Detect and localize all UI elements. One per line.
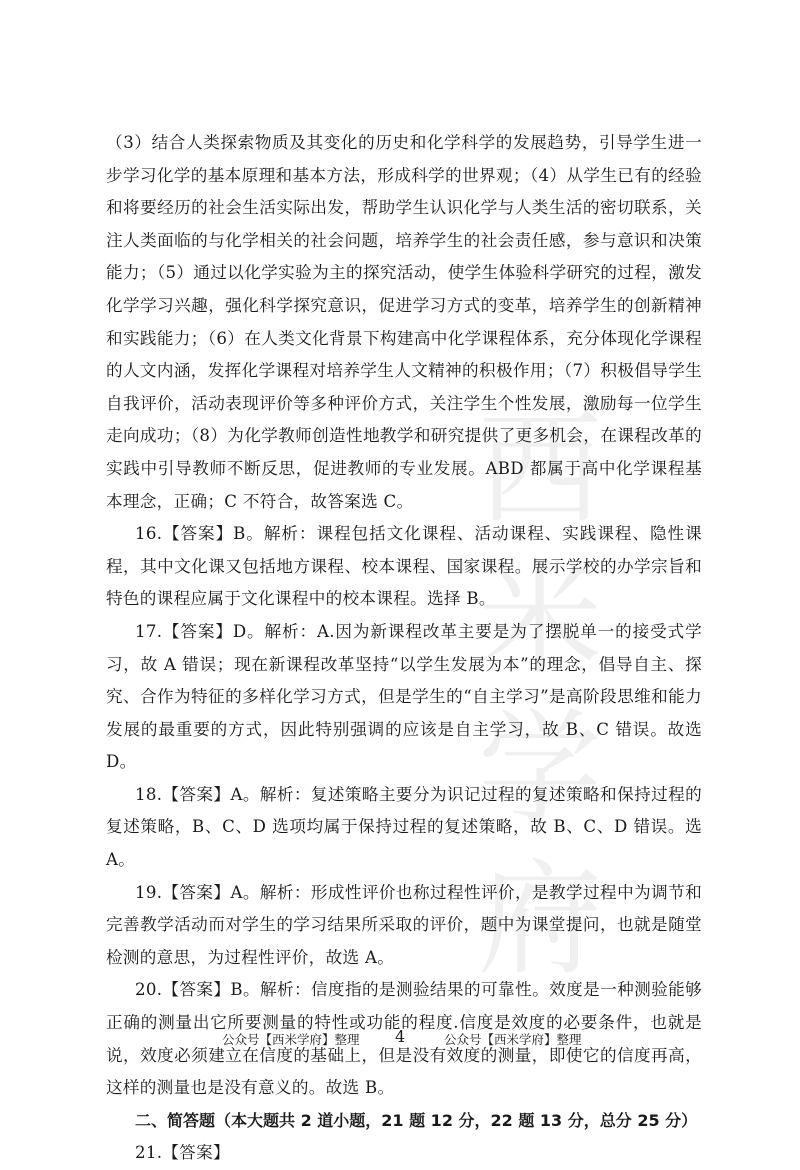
answer-21-label: 21.【答案】 [135, 1143, 230, 1163]
answer-17: 17.【答案】D。解析：A.因为新课程改革主要是为了摆脱单一的接受式学习，故 A 错误；现在新课程改革坚持“以学生发展为本”的理念，倡导自主、探究、合作为特征的多样化学习方式，但是学生的“自主学习”是高阶段思维和能力发展的最重要的方式，因此特别强调的应该是自主学习，故 B、C 错误。故选 D。 [106, 621, 702, 772]
page-number: 4 [395, 1027, 406, 1046]
watermark-char: 学 [477, 698, 602, 842]
section-heading-short-answer: 二、简答题（本大题共 2 道小题，21 题 12 分，22 题 13 分，总分 25 分） [135, 1110, 698, 1130]
footer-right-credit: 公众号【西米学府】整理 [444, 1032, 582, 1047]
footer-left-credit: 公众号【西米学府】整理 [222, 1032, 360, 1047]
answer-18: 18.【答案】A。解析：复述策略主要分为识记过程的复述策略和保持过程的复述策略，B、C、D 选项均属于保持过程的复述策略，故 B、C、D 错误。选 A。 [106, 784, 702, 870]
watermark-char: 府 [477, 848, 602, 992]
answer-20: 20.【答案】B。解析：信度指的是测验结果的可靠性。效度是一种测验能够正确的测量出它所要测量的特性或功能的程度.信度是效度的必要条件，也就是说，效度必须建立在信度的基础上，但是没有效度的测量，即使它的信度再高，这样的测量也是没有意义的。故选 B。 [106, 980, 702, 1098]
page-content [106, 127, 702, 1170]
watermark-char: 米 [477, 548, 602, 692]
watermark-char: 西 [477, 398, 602, 542]
answer-16: 16.【答案】B。解析：课程包括文化课程、活动课程、实践课程、隐性课程，其中文化课又包括地方课程、校本课程、国家课程。展示学校的办学宗旨和特色的课程应属于文化课程中的校本课程。选择 B。 [106, 524, 702, 609]
paragraph-curriculum-ideas: （3）结合人类探索物质及其变化的历史和化学科学的发展趋势，引导学生进一步学习化学的基本原理和基本方法，形成科学的世界观；（4）从学生已有的经验和将要经历的社会生活实际出发，帮助学生认识化学与人类生活的密切联系，关注人类面临的与化学相关的社会问题，培养学生的社会责任感，参与意识和决策能力；（5）通过以化学实验为主的探究活动，使学生体验科学研究的过程，激发化学学习兴趣，强化科学探究意识，促进学习方式的变革，培养学生的创新精神和实践能力；（6）在人类文化背景下构建高中化学课程体系，充分体现化学课程的人文内涵，发挥化学课程对培养学生人文精神的积极作用；（7）积极倡导学生自我评价，活动表现评价等多种评价方式，关注学生个性发展，激励每一位学生走向成功；（8）为化学教师创造性地教学和研究提供了更多机会，在课程改革的实践中引导教师不断反思，促进教师的专业发展。ABD 都属于高中化学课程基本理念，正确；C 不符合，故答案选 C。 [106, 133, 702, 511]
answer-19: 19.【答案】A。解析：形成性评价也称过程性评价，是教学过程中为调节和完善教学活动而对学生的学习结果所采取的评价，题中为课堂提问，也就是随堂检测的意思，为过程性评价，故选 A。 [106, 882, 702, 967]
